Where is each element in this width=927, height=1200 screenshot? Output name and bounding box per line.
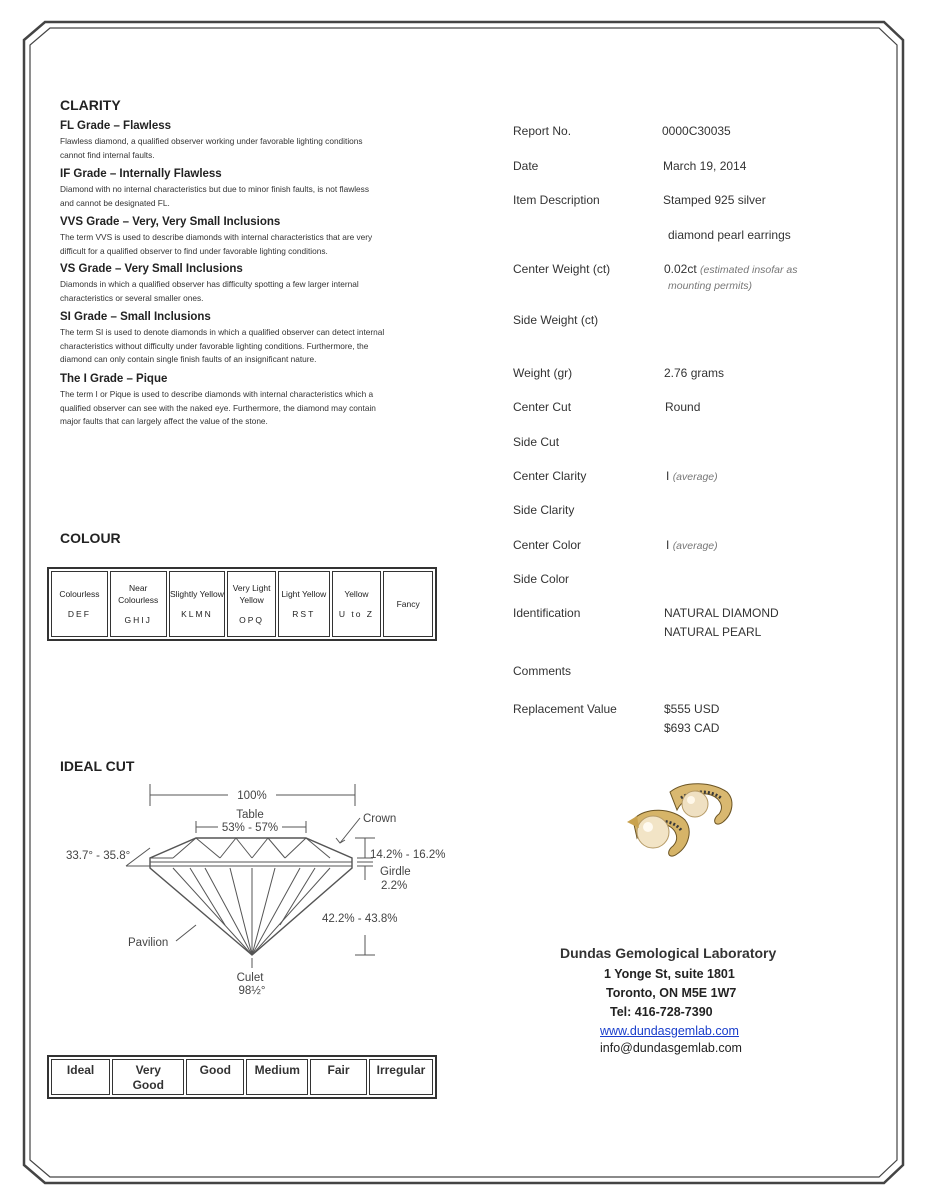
colour-label: Light Yellow: [281, 589, 327, 599]
report-no-label: Report No.: [513, 124, 572, 138]
grade-title: SI Grade – Small Inclusions: [60, 311, 211, 323]
grade-title: VVS Grade – Very, Very Small Inclusions: [60, 216, 281, 228]
center-clarity-label: Center Clarity: [513, 469, 587, 483]
cut-grade-cell: Medium: [246, 1059, 308, 1095]
colour-label: Yellow: [344, 589, 369, 599]
grade-title: VS Grade – Very Small Inclusions: [60, 263, 243, 275]
grade-desc-line: Diamond with no internal characteristics but due to minor finish faults, is not flawless: [60, 184, 369, 194]
center-weight-amount: 0.02ct: [664, 262, 697, 276]
colour-label: Slightly Yellow: [169, 589, 224, 599]
grade-desc-line: Flawless diamond, a qualified observer working under favorable lighting conditions: [60, 136, 363, 146]
center-color-note: (average): [672, 540, 718, 552]
diagram-girdle-label: Girdle: [380, 866, 411, 878]
colour-letters: GHIJ: [124, 615, 152, 625]
grade-desc-line: The term VVS is used to describe diamonds with internal characteristics that are very: [60, 232, 373, 242]
date-label: Date: [513, 159, 539, 173]
center-color-value: [666, 538, 718, 552]
grade-desc-line: The term SI is used to denote diamonds in which a qualified observer can detect internal: [60, 327, 385, 337]
cut-grade-cell: Irregular: [369, 1059, 433, 1095]
replacement-value-cad: $693 CAD: [664, 721, 720, 735]
cut-grade-cell: Fair: [310, 1059, 367, 1095]
colour-letters: OPQ: [239, 615, 265, 625]
earrings-photo: [615, 780, 755, 880]
grade-desc-line: Diamonds in which a qualified observer has difficulty spotting a few larger internal: [60, 279, 359, 289]
colour-heading: COLOUR: [60, 530, 121, 546]
lab-address-line-2: Toronto, ON M5E 1W7: [606, 986, 737, 1000]
colour-letters: KLMN: [181, 609, 213, 619]
ideal-cut-heading: IDEAL CUT: [60, 758, 135, 774]
identification-label: Identification: [513, 606, 581, 620]
diagram-girdle-value: 2.2%: [381, 880, 408, 892]
diagram-culet-label: Culet: [236, 972, 264, 984]
item-description-label: Item Description: [513, 193, 600, 207]
center-color-grade: I: [666, 538, 670, 552]
item-description-value: Stamped 925 silver: [663, 193, 766, 207]
colour-label: Very Light Yellow: [232, 583, 271, 605]
center-clarity-note: (average): [672, 471, 718, 483]
lab-name: Dundas Gemological Laboratory: [560, 945, 777, 961]
lab-phone: Tel: 416-728-7390: [610, 1005, 713, 1019]
diagram-table-range: 53% - 57%: [221, 822, 279, 834]
diagram-crown-label: Crown: [363, 813, 397, 825]
grade-title: FL Grade – Flawless: [60, 120, 172, 132]
lab-info: [560, 945, 860, 1055]
weight-value: 2.76 grams: [664, 366, 725, 380]
diagram-total-label: 100%: [237, 790, 267, 802]
identification-value: NATURAL DIAMOND: [664, 606, 779, 620]
cut-grade-cell: Ideal: [51, 1059, 110, 1095]
colour-letters: U to Z: [338, 609, 375, 619]
center-weight-note: (estimated insofar as: [700, 264, 798, 276]
comments-label: Comments: [513, 664, 572, 678]
center-weight-value: [664, 262, 798, 276]
center-color-label: Center Color: [513, 538, 582, 552]
grade-desc-line: characteristics or several smaller ones.: [60, 292, 204, 303]
grade-desc-line: The term I or Pique is used to describe diamonds with internal characteristics which a: [60, 389, 374, 399]
diagram-pavilion-label: Pavilion: [128, 937, 169, 949]
grade-desc-line: characteristics without difficulty under favorable lighting conditions. Furthermore, the: [60, 340, 369, 351]
grade-desc-line: and cannot be designated FL.: [60, 197, 170, 208]
report-no-value: 0000C30035: [662, 124, 731, 138]
center-clarity-value: [666, 469, 718, 483]
grade-desc-line: diamond can only contain single finish faults of an insignificant nature.: [60, 354, 317, 364]
clarity-heading: CLARITY: [60, 97, 121, 113]
identification-value-2: NATURAL PEARL: [664, 625, 762, 639]
colour-letters: DEF: [67, 609, 91, 619]
replacement-value-usd: $555 USD: [664, 702, 720, 716]
lab-email[interactable]: info@dundasgemlab.com: [600, 1041, 742, 1055]
colour-label: Fancy: [396, 599, 420, 609]
weight-label: Weight (gr): [513, 366, 573, 380]
date-value: March 19, 2014: [663, 159, 747, 173]
grade-desc-line: cannot find internal faults.: [60, 149, 155, 160]
grade-title: The I Grade – Pique: [60, 373, 168, 385]
side-weight-label: Side Weight (ct): [513, 313, 599, 327]
diagram-crown-height: 14.2% - 16.2%: [370, 849, 446, 861]
center-cut-value: Round: [665, 400, 701, 414]
item-description-value-2: diamond pearl earrings: [668, 228, 791, 242]
center-weight-label: Center Weight (ct): [513, 262, 611, 276]
center-cut-label: Center Cut: [513, 400, 572, 414]
side-cut-label: Side Cut: [513, 435, 560, 449]
center-clarity-grade: I: [666, 469, 670, 483]
grade-desc-line: qualified observer can see with the naked eye. Furthermore, the diamond may contain: [60, 402, 376, 413]
cut-grade-cell: Very Good: [112, 1059, 184, 1095]
center-weight-note-2: mounting permits): [668, 280, 753, 292]
diagram-table-label: Table: [236, 809, 264, 821]
grade-desc-line: difficult for a qualified observer to find under favorable lighting conditions.: [60, 245, 328, 256]
replacement-value-label: Replacement Value: [513, 702, 617, 716]
diagram-culet-value: 98½°: [238, 985, 266, 997]
side-color-label: Side Color: [513, 572, 570, 586]
grade-desc-line: major faults that can largely affect the value of the stone.: [60, 416, 268, 426]
colour-letters: RST: [292, 609, 316, 619]
diagram-crown-angle: 33.7° - 35.8°: [66, 850, 131, 862]
lab-website-link[interactable]: www.dundasgemlab.com: [600, 1024, 739, 1038]
grade-title: IF Grade – Internally Flawless: [60, 168, 222, 180]
lab-address-line-1: 1 Yonge St, suite 1801: [604, 967, 735, 981]
diagram-pavilion-depth: 42.2% - 43.8%: [322, 913, 398, 925]
colour-label: Near Colourless: [118, 583, 159, 605]
cut-grade-table: [47, 1055, 437, 1099]
cut-grade-cell: Good: [186, 1059, 244, 1095]
colour-label: Colourless: [59, 589, 100, 599]
side-clarity-label: Side Clarity: [513, 503, 575, 517]
